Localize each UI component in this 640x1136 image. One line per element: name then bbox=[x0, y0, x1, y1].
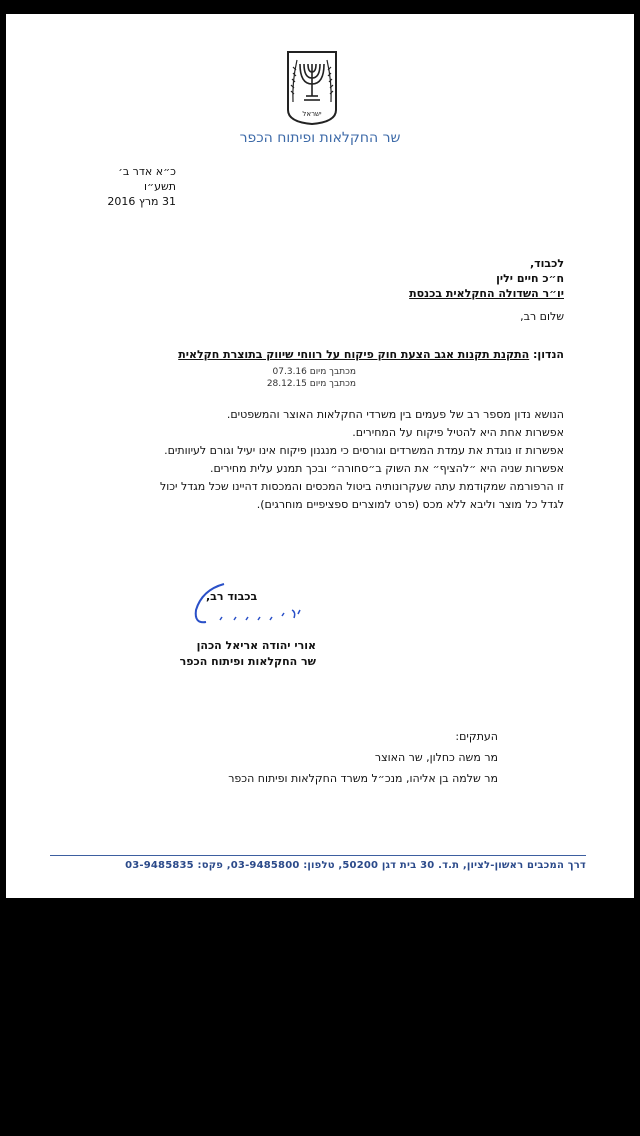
gregorian-date: 31 מרץ 2016 bbox=[107, 195, 176, 208]
copy-recipient: מר משה כחלון, שר האוצר bbox=[374, 751, 498, 764]
body-line: אפשרות זו נוגדת את עמדת המשרדים וגורסים כי מנגנון פיקוח אינו יעיל וגורם לעיוותים. bbox=[164, 444, 564, 457]
subject-label: הנדון: bbox=[533, 348, 564, 361]
date-block bbox=[86, 164, 176, 209]
hebrew-date: כ״א אדר ב׳ תשע״ו bbox=[118, 165, 176, 193]
body-line: אפשרות אחת היא להטיל פיקוח על המחירים. bbox=[352, 426, 564, 439]
subject-text: התקנת תקנות אגב הצעת חוק פיקוח על רווחי שיווק בתוצרת חקלאית bbox=[178, 348, 530, 361]
letter-page bbox=[6, 14, 634, 898]
footer-contact: דרך המכבים ראשון-לציון, ת.ד. 30 בית דגן 50200, טלפון: 03-9485800, פקס: 03-9485835 bbox=[125, 860, 586, 871]
references bbox=[236, 366, 356, 390]
state-emblem-icon bbox=[284, 50, 340, 126]
recipient-name: ח״כ חיים ילין bbox=[496, 272, 564, 285]
body-line: זו הרפורמה שמקודמת עתה שעקרונותיה ביטול המכסים והמכסות דהיינו שכל מגדל יכול bbox=[159, 480, 564, 493]
recipient-block bbox=[409, 256, 564, 301]
signer-name: אורי יהודה אריאל הכהן bbox=[196, 639, 316, 652]
emblem-label: ישראל bbox=[302, 110, 322, 118]
body-line: הנושא נדון מספר רב של פעמים בין משרדי החקלאות האוצר והמשפטים. bbox=[226, 408, 564, 421]
signer-block bbox=[166, 638, 316, 670]
subject-line bbox=[178, 348, 564, 361]
recipient-salutation: לכבוד, bbox=[529, 257, 564, 270]
footer-divider bbox=[50, 855, 586, 856]
copy-recipient: מר שלמה בן אליהו, מנכ״ל משרד החקלאות ופיתוח הכפר bbox=[228, 772, 498, 785]
body-line: לגדל כל מוצר וליבא ללא מכס (פרט למוצרים ספציפיים מוחרגים). bbox=[256, 498, 564, 511]
signature-icon bbox=[180, 576, 310, 636]
reference-item: מכתבך מיום 28.12.15 bbox=[266, 379, 356, 389]
signer-title: שר החקלאות ופיתוח הכפר bbox=[179, 655, 316, 668]
body-line: אפשרות שניה היא ״להציף״ את השוק ב״סחורה״ ובכך תמנע עלית מחירים. bbox=[209, 462, 564, 475]
recipient-title: יו״ר השדולה החקלאית בכנסת bbox=[409, 287, 564, 300]
ministry-title: שר החקלאות ופיתוח הכפר bbox=[239, 130, 401, 146]
copies-block bbox=[228, 726, 498, 789]
greeting: שלום רב, bbox=[520, 310, 564, 323]
reference-item: מכתבך מיום 07.3.16 bbox=[272, 367, 356, 377]
closing: בכבוד רב, bbox=[206, 590, 258, 603]
letter-body bbox=[84, 406, 564, 514]
copies-label: העתקים: bbox=[455, 730, 498, 743]
